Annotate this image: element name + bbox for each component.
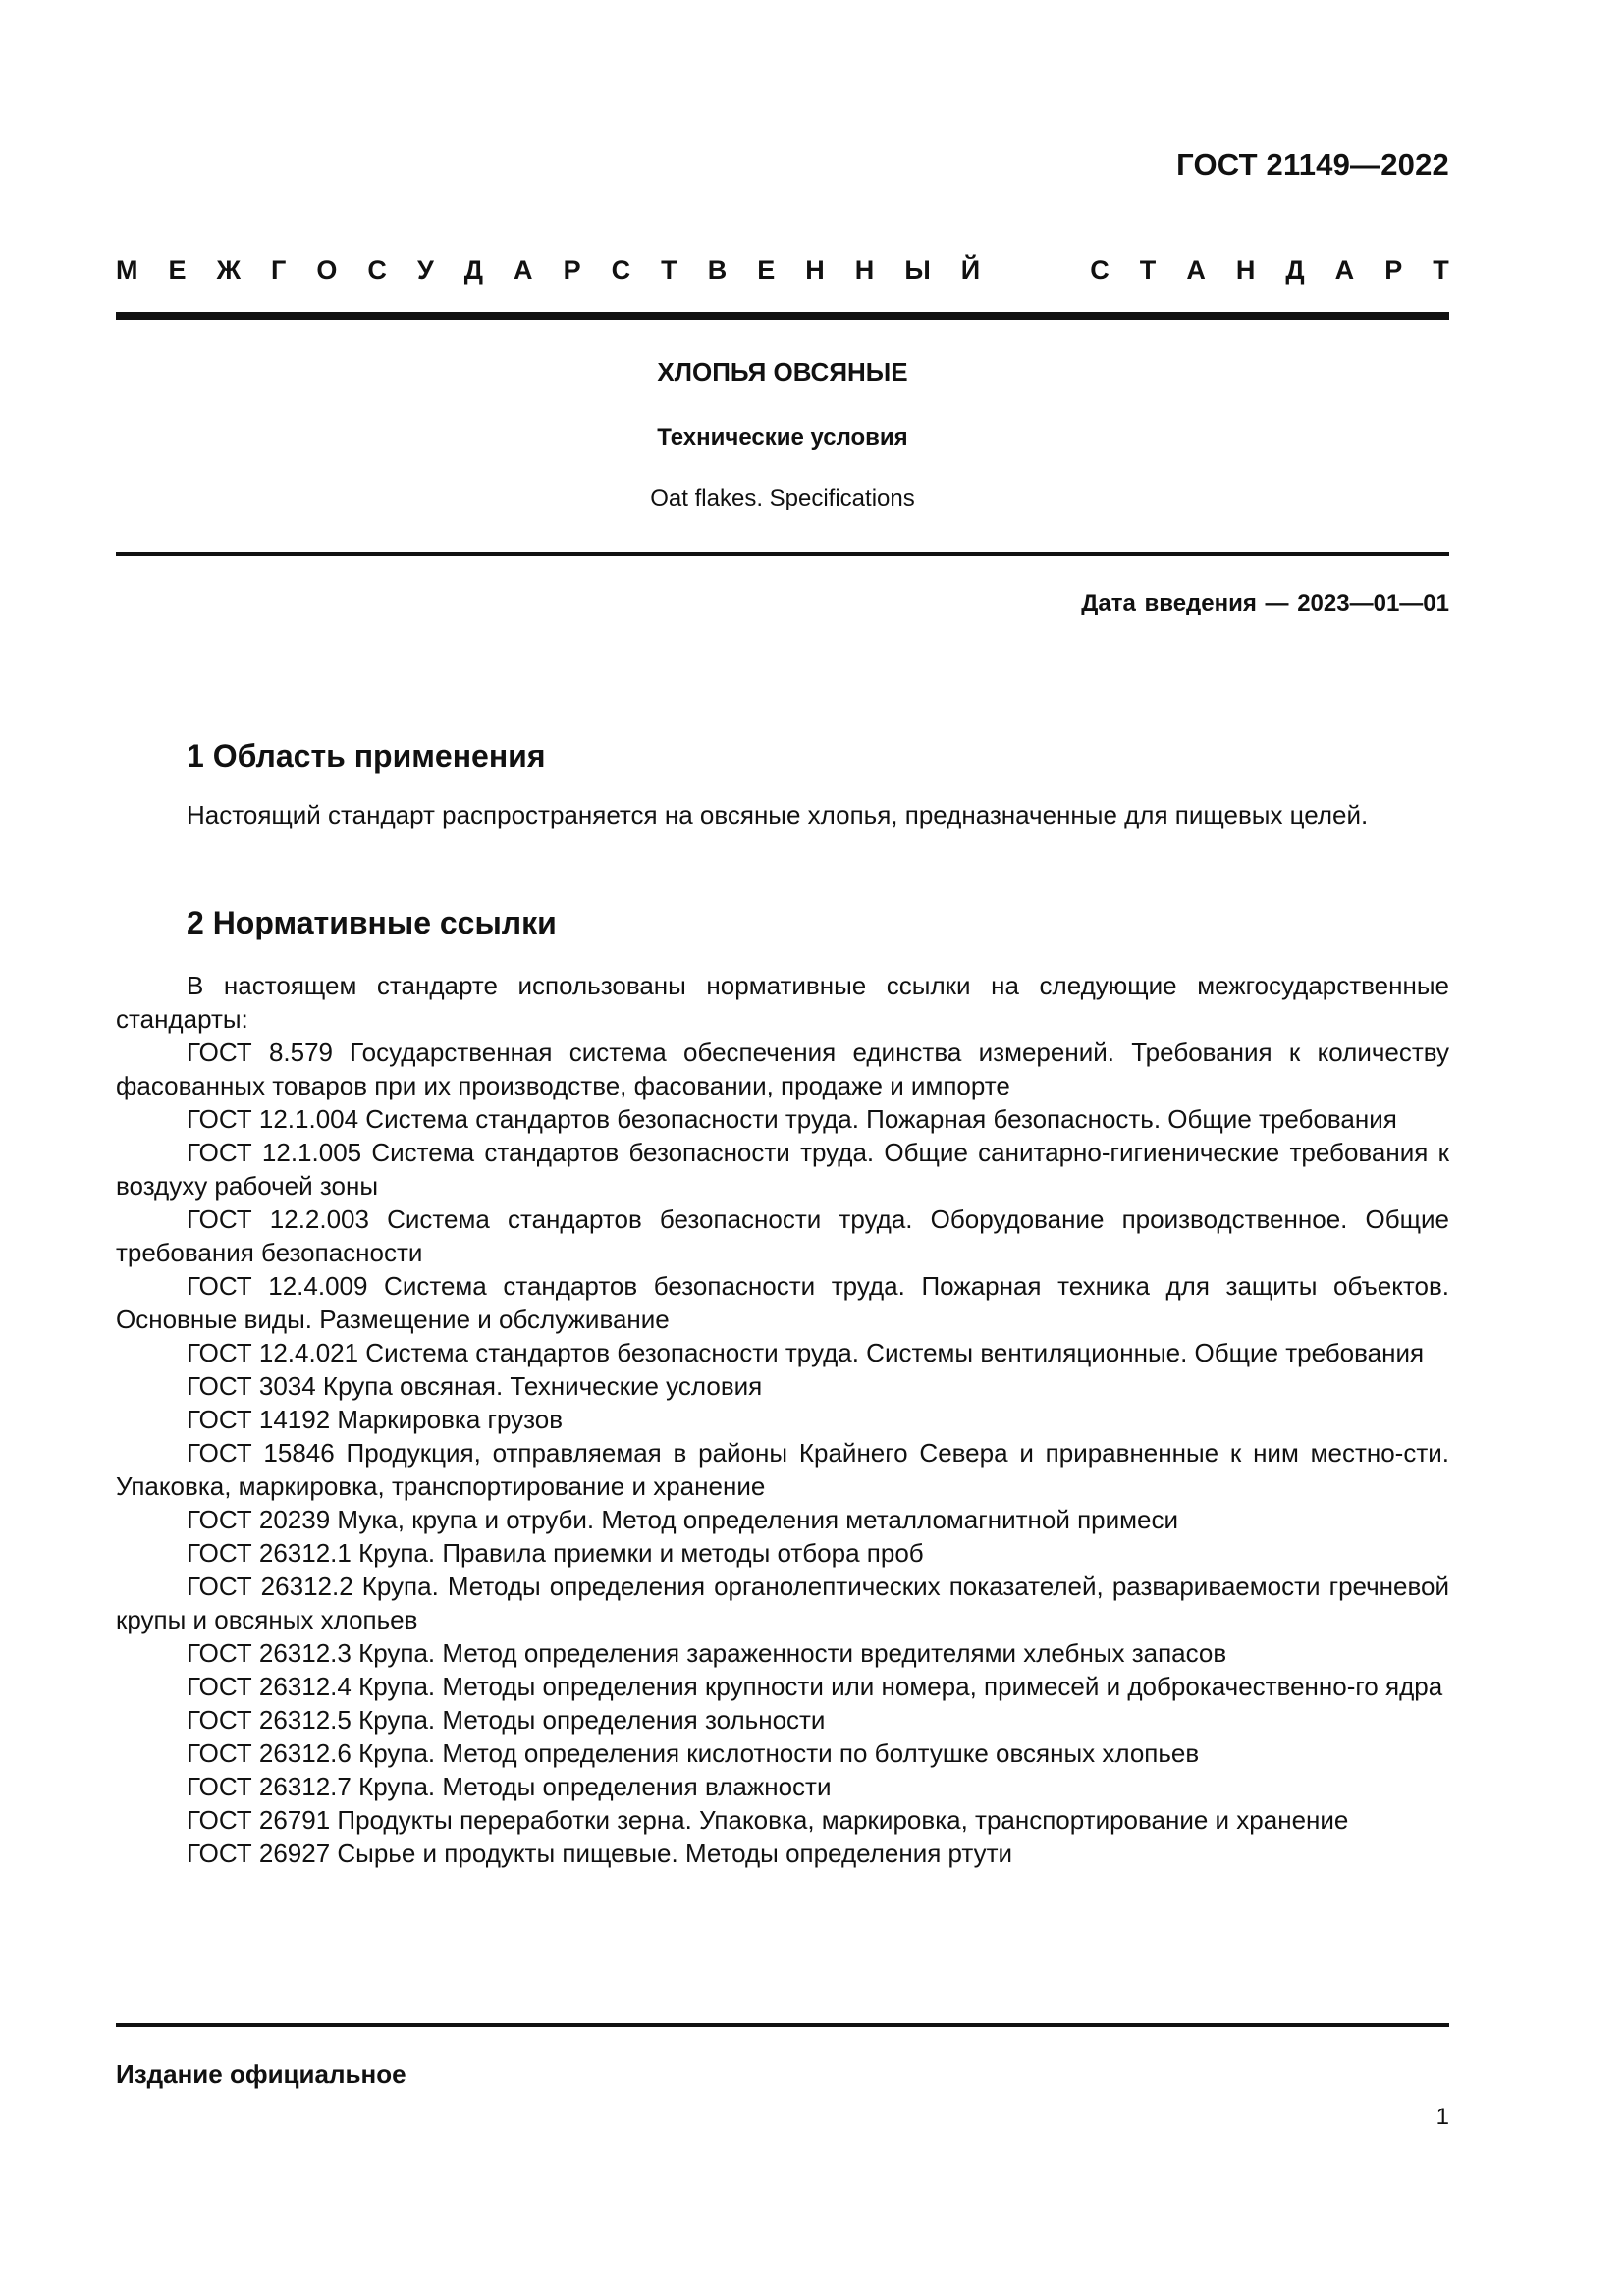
- banner-letter: Р: [1384, 255, 1403, 285]
- banner-word-gap: [1010, 255, 1059, 286]
- banner-letter: Т: [1139, 255, 1157, 285]
- banner-letter: С: [1090, 255, 1110, 285]
- banner-letter: Й: [960, 255, 981, 285]
- official-edition-label: Издание официальное: [116, 2059, 406, 2089]
- footer-rule: [116, 2023, 1449, 2027]
- banner-letter: А: [1186, 255, 1206, 285]
- banner-letter: Т: [661, 255, 677, 285]
- banner-letter: Е: [757, 255, 776, 285]
- reference-item: ГОСТ 12.1.005 Система стандартов безопасности труда. Общие санитарно-гигиенические требования к воздуху рабочей зоны: [116, 1138, 1449, 1201]
- banner-letter: Д: [463, 255, 484, 285]
- banner-letter: Ж: [216, 255, 241, 285]
- section-2-intro: В настоящем стандарте использованы нормативные ссылки на следующие межгосударственные стандарты:: [116, 971, 1449, 1034]
- reference-item: ГОСТ 26312.3 Крупа. Метод определения зараженности вредителями хлебных запасов: [187, 1638, 1227, 1668]
- banner-letter: М: [116, 255, 138, 285]
- reference-item: ГОСТ 26312.1 Крупа. Правила приемки и методы отбора проб: [187, 1538, 924, 1568]
- introduction-date: Дата введения — 2023—01—01: [1081, 590, 1449, 616]
- reference-item: ГОСТ 12.4.009 Система стандартов безопасности труда. Пожарная техника для защиты объектов. Основные виды. Размещение и обслуживание: [116, 1271, 1449, 1334]
- banner-letter: А: [1334, 255, 1355, 285]
- banner-letter: Н: [1235, 255, 1256, 285]
- reference-item: ГОСТ 15846 Продукция, отправляемая в районы Крайнего Севера и приравненные к ним местно-сти. Упаковка, маркировка, транспортирование и хранение: [116, 1438, 1449, 1501]
- reference-item: ГОСТ 26312.6 Крупа. Метод определения кислотности по болтушке овсяных хлопьев: [187, 1738, 1200, 1768]
- reference-item: ГОСТ 26927 Сырье и продукты пищевые. Методы определения ртути: [187, 1839, 1013, 1868]
- reference-item: ГОСТ 12.2.003 Система стандартов безопасности труда. Оборудование производственное. Общие требования безопасности: [116, 1204, 1449, 1267]
- banner-letter: Н: [854, 255, 875, 285]
- reference-item: ГОСТ 20239 Мука, крупа и отруби. Метод определения металломагнитной примеси: [187, 1505, 1179, 1534]
- document-page: [116, 0, 1449, 2296]
- reference-item: ГОСТ 26312.5 Крупа. Методы определения зольности: [187, 1705, 826, 1735]
- document-code: ГОСТ 21149—2022: [1176, 147, 1449, 182]
- reference-item: ГОСТ 26312.2 Крупа. Методы определения органолептических показателей, развариваемости гречневой крупы и овсяных хлопьев: [116, 1572, 1449, 1634]
- banner-letter: Д: [1285, 255, 1305, 285]
- section-2-heading: 2 Нормативные ссылки: [187, 905, 557, 940]
- banner-letter: Р: [563, 255, 581, 285]
- banner-letter: Е: [168, 255, 187, 285]
- banner-letter: Г: [271, 255, 287, 285]
- reference-item: ГОСТ 12.1.004 Система стандартов безопасности труда. Пожарная безопасность. Общие требования: [187, 1104, 1397, 1134]
- interstate-standard-banner: [116, 255, 1449, 286]
- reference-item: ГОСТ 26791 Продукты переработки зерна. Упаковка, маркировка, транспортирование и хранение: [187, 1805, 1349, 1835]
- document-title: ХЛОПЬЯ ОВСЯНЫЕ: [657, 357, 908, 387]
- banner-letter: О: [316, 255, 338, 285]
- document-title-english: Oat flakes. Specifications: [650, 485, 915, 511]
- banner-letter: У: [416, 255, 434, 285]
- banner-letter: Т: [1433, 255, 1449, 285]
- title-rule: [116, 552, 1449, 556]
- reference-item: ГОСТ 26312.7 Крупа. Методы определения влажности: [187, 1772, 832, 1801]
- document-subtitle: Технические условия: [657, 424, 908, 451]
- banner-letter: Ы: [904, 255, 931, 285]
- reference-item: ГОСТ 12.4.021 Система стандартов безопасности труда. Системы вентиляционные. Общие требования: [187, 1338, 1425, 1367]
- section-1-text: Настоящий стандарт распространяется на овсяные хлопья, предназначенные для пищевых целей.: [187, 800, 1369, 829]
- normative-references-list: [116, 969, 1449, 1870]
- banner-letter: В: [707, 255, 728, 285]
- reference-item: ГОСТ 26312.4 Крупа. Методы определения крупности или номера, примесей и доброкачественно-го ядра: [187, 1672, 1443, 1701]
- banner-letter: А: [514, 255, 533, 285]
- banner-letter: С: [611, 255, 631, 285]
- section-1-heading: 1 Область применения: [187, 738, 546, 774]
- reference-item: ГОСТ 8.579 Государственная система обеспечения единства измерений. Требования к количеству фасованных товаров при их производстве, фасовании, продаже и импорте: [116, 1038, 1449, 1100]
- banner-letter: Н: [805, 255, 825, 285]
- page-number: 1: [1435, 2104, 1449, 2130]
- reference-item: ГОСТ 14192 Маркировка грузов: [187, 1405, 564, 1434]
- banner-letter: С: [367, 255, 387, 285]
- reference-item: ГОСТ 3034 Крупа овсяная. Технические условия: [187, 1371, 763, 1401]
- header-rule: [116, 312, 1449, 320]
